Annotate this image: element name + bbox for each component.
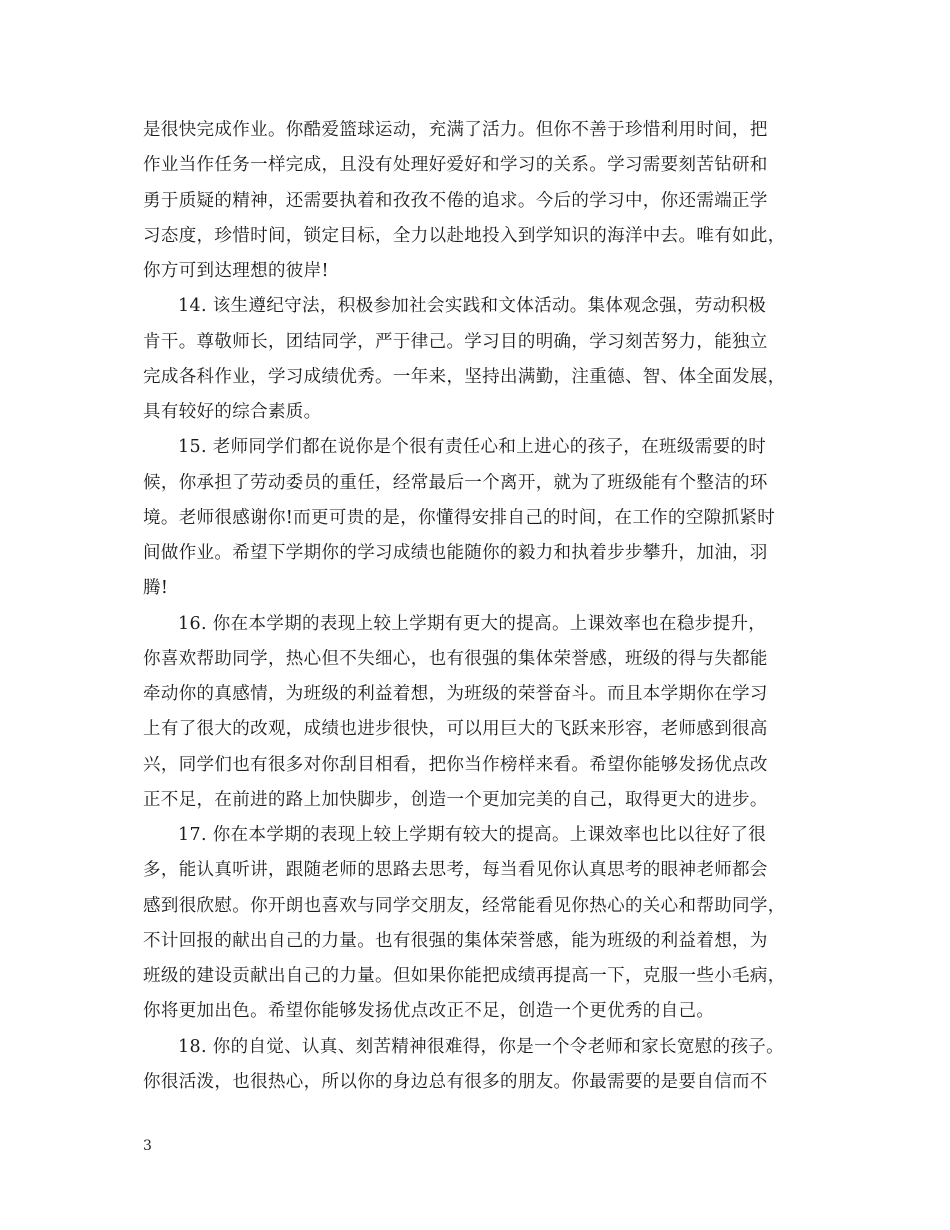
paragraph-line: 你将更加出色。希望你能够发扬优点改正不足，创造一个更优秀的自己。 — [143, 1001, 715, 1022]
paragraph-line: 你很活泼，也很热心，所以你的身边总有很多的朋友。你最需要的是要自信而不 — [143, 1071, 768, 1092]
paragraph-line: 17. 你在本学期的表现上较上学期有较大的提高。上课效率也比以往好了很 — [178, 825, 767, 845]
paragraph-line: 候，你承担了劳动委员的重任，经常最后一个离开，就为了班级能有个整洁的环 — [143, 472, 768, 493]
paragraph-18 — [143, 1030, 813, 1101]
paragraph-line: 是很快完成作业。你酷爱篮球运动，充满了活力。但你不善于珍惜利用时间，把 — [143, 120, 768, 140]
paragraph-line: 境。老师很感谢你!而更可贵的是，你懂得安排自己的时间，在工作的空隙抓紧时 — [143, 507, 776, 528]
paragraph-17 — [143, 818, 813, 1030]
paragraph-line: 不计回报的献出自己的力量。也有很强的集体荣誉感，能为班级的利益着想，为 — [143, 930, 768, 951]
paragraph-line: 你方可到达理想的彼岸! — [143, 261, 329, 281]
paragraph-16 — [143, 607, 813, 819]
paragraph-line: 兴，同学们也有很多对你刮目相看，把你当作榜样来看。希望你能够发扬优点改 — [143, 754, 768, 775]
paragraph — [143, 113, 813, 289]
paragraph-line: 14. 该生遵纪守法，积极参加社会实践和文体活动。集体观念强，劳动积极 — [178, 296, 767, 317]
paragraph-line: 上有了很大的改观，成绩也进步很快，可以用巨大的飞跃来形容，老师感到很高 — [143, 719, 768, 740]
paragraph-line: 18. 你的自觉、认真、刻苦精神很难得，你是一个令老师和家长宽慰的孩子。 — [178, 1036, 784, 1057]
paragraph-line: 肯干。尊敬师长，团结同学，严于律己。学习目的明确，学习刻苦努力，能独立 — [143, 331, 768, 352]
paragraph-line: 牵动你的真感情，为班级的利益着想，为班级的荣誉奋斗。而且本学期你在学习 — [143, 684, 768, 704]
paragraph-line: 16. 你在本学期的表现上较上学期有更大的提高。上课效率也在稳步提升， — [178, 613, 767, 634]
paragraph-line: 具有较好的综合素质。 — [143, 402, 322, 422]
paragraph-line: 多，能认真听讲，跟随老师的思路去思考，每当看见你认真思考的眼神老师都会 — [143, 860, 768, 881]
paragraph-line: 感到很欣慰。你开朗也喜欢与同学交朋友，经常能看见你热心的关心和帮助同学， — [143, 895, 786, 916]
paragraph-line: 完成各科作业，学习成绩优秀。一年来，坚持出满勤，注重德、智、体全面发展， — [143, 366, 786, 387]
paragraph-line: 间做作业。希望下学期你的学习成绩也能随你的毅力和执着步步攀升，加油，羽 — [143, 543, 768, 563]
paragraph-line: 正不足，在前进的路上加快脚步，创造一个更加完美的自己，取得更大的进步。 — [143, 789, 768, 810]
paragraph-line: 你喜欢帮助同学，热心但不失细心，也有很强的集体荣誉感，班级的得与失都能 — [143, 648, 768, 669]
paragraph-line: 15. 老师同学们都在说你是个很有责任心和上进心的孩子，在班级需要的时 — [178, 437, 767, 458]
paragraph-15 — [143, 430, 813, 606]
paragraph-line: 班级的建设贡献出自己的力量。但如果你能把成绩再提高一下，克服一些小毛病， — [143, 966, 786, 986]
paragraph-14 — [143, 289, 813, 430]
paragraph-line: 作业当作任务一样完成，且没有处理好爱好和学习的关系。学习需要刻苦钻研和 — [143, 155, 768, 176]
paragraph-line: 腾! — [143, 578, 169, 599]
document-body — [143, 113, 813, 1100]
page-number: 3 — [143, 1138, 152, 1154]
paragraph-line: 习态度，珍惜时间，锁定目标，全力以赴地投入到学知识的海洋中去。唯有如此， — [143, 225, 786, 246]
paragraph-line: 勇于质疑的精神，还需要执着和孜孜不倦的追求。今后的学习中，你还需端正学 — [143, 190, 768, 211]
